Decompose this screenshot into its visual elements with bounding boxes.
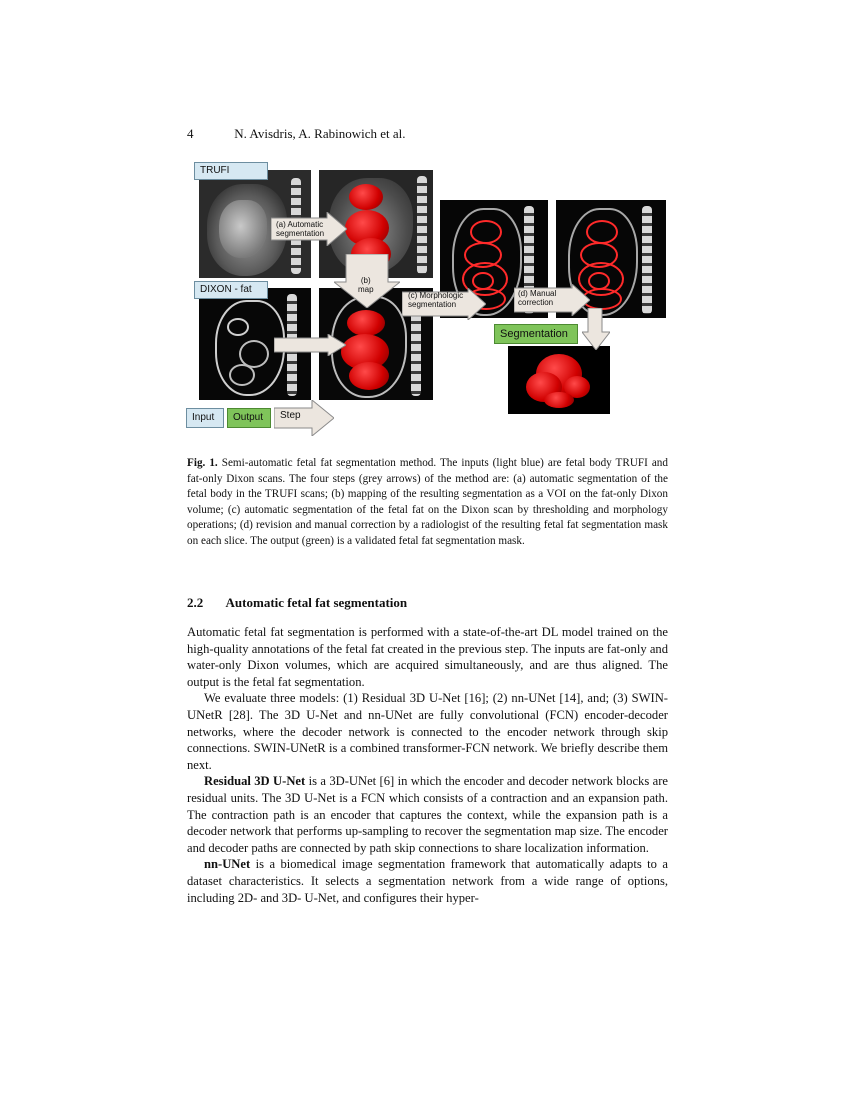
running-header [187,126,406,142]
paragraph-3: Residual 3D U-Net is a 3D-UNet [6] in which the encoder and decoder network blocks are residual units. The 3D U-Net is a FCN which consists of a contraction and an expansion path. The contraction path is an encoder that captures the context, while the expansion path is a decoder network that performs up-sampling to recover the segmentation map size. The encoder and decoder paths are connected by path skip connections to share localization information. [187,774,668,855]
legend-output: Output [227,408,271,428]
section-heading [187,595,407,611]
segmentation-label: Segmentation [494,324,578,344]
legend-input: Input [186,408,224,428]
legend-step-label: Step [280,410,301,421]
paragraph-4-term: nn-UNet [204,857,251,872]
figure-1 [186,160,668,440]
caption-label: Fig. 1. [187,457,218,469]
paragraph-3-term: Residual 3D U-Net [204,774,306,789]
page-number: 4 [187,126,194,141]
paragraph-1: Automatic fetal fat segmentation is performed with a state-of-the-art DL model trained on the high-quality annotations of the fetal fat created in the previous step. The inputs are fat-only and water-only Dixon volumes, which are acquired simultaneously, and are thus aligned. The output is the fetal fat segmentation. [187,625,668,689]
running-head-authors: N. Avisdris, A. Rabinowich et al. [234,126,406,141]
dixon-to-step-arrow [274,334,346,356]
section-number: 2.2 [187,595,204,610]
step-c-label: (c) Morphologic segmentation [408,291,464,309]
step-d-label: (d) Manual correction [518,289,557,307]
step-b-label: (b) map [358,276,374,294]
figure-caption [187,456,668,550]
paragraph-2: We evaluate three models: (1) Residual 3D U-Net [16]; (2) nn-UNet [14], and; (3) SWIN-UNetR [28]. The 3D U-Net and nn-UNet are fully convolutional (FCN) encoder-decoder networks, where the decoder network is connected to the encoder network through skip connections. SWIN-UNetR is a combined transformer-FCN network. We briefly describe them next. [187,691,668,772]
step-a-label: (a) Automatic segmentation [276,220,325,238]
section-title: Automatic fetal fat segmentation [225,595,408,610]
3d-segmentation-output-image [508,346,610,414]
caption-text: Semi-automatic fetal fat segmentation method. The inputs (light blue) are fetal body TRUFI and fat-only Dixon scans. The four steps (grey arrows) of the method are: (a) automatic segmentation of the fetal body in the TRUFI scans; (b) mapping of the resulting segmentation as a VOI on the fat-only Dixon volume; (c) automatic segmentation of the fetal fat on the Dixon scan by thresholding and morphology operations; (d) revision and manual correction by a radiologist of the resulting fetal fat segmentation mask on each slice. The output (green) is a validated fetal fat segmentation mask. [187,457,668,547]
step-d-down-arrow [582,308,610,350]
paragraph-4: nn-UNet is a biomedical image segmentation framework that automatically adapts to a dataset characteristics. It selects a segmentation network from a wide range of options, including 2D- and 3D- U-Net, and configures their hyper- [187,857,668,905]
body-text [187,624,668,906]
trufi-label: TRUFI [194,162,268,180]
dixon-fat-label: DIXON - fat [194,281,268,299]
